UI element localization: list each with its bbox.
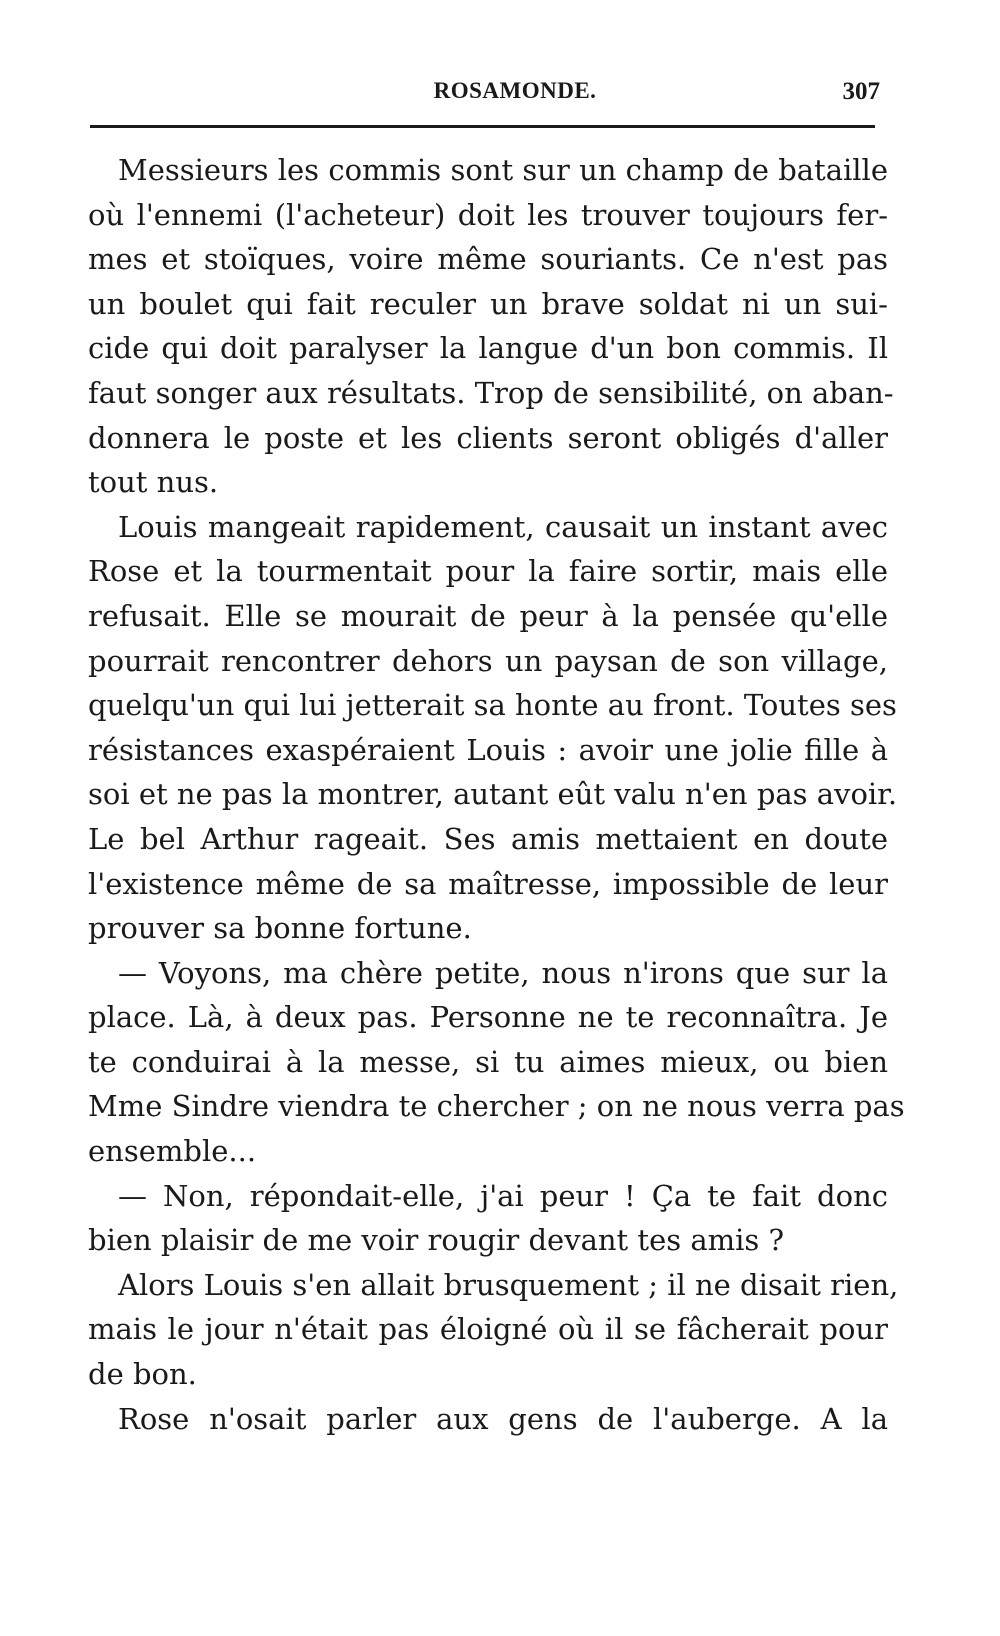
text-line: Messieurs les commis sont sur un champ de bataille <box>118 153 888 187</box>
text-line: pourrait rencontrer dehors un paysan de son village, <box>88 643 888 678</box>
header-rule <box>90 125 875 128</box>
text-line: Louis mangeait rapidement, causait un instant avec <box>118 509 888 544</box>
text-line: quelqu'un qui lui jetterait sa honte au front. Toutes ses <box>88 688 897 723</box>
text-line: de bon. <box>88 1357 197 1392</box>
text-line: bien plaisir de me voir rougir devant tes amis ? <box>88 1223 785 1258</box>
text-line: faut songer aux résultats. Trop de sensibilité, on aban- <box>88 375 894 410</box>
text-line: tout nus. <box>88 465 219 500</box>
text-line: mais le jour n'était pas éloigné où il se fâcherait pour <box>88 1312 888 1347</box>
running-title: ROSAMONDE. <box>433 78 597 103</box>
page-number: 307 <box>842 78 880 105</box>
text-line: Rose n'osait parler aux gens de l'auberge. A la <box>118 1401 888 1436</box>
text-line: Mme Sindre viendra te chercher ; on ne nous verra pas <box>88 1089 905 1124</box>
text-line: résistances exaspéraient Louis : avoir une jolie fille à <box>88 732 888 767</box>
text-line: ensemble... <box>88 1134 257 1169</box>
text-line: Rose et la tourmentait pour la faire sortir, mais elle <box>88 554 888 589</box>
text-line: où l'ennemi (l'acheteur) doit les trouver toujours fer- <box>88 197 888 232</box>
text-line: cide qui doit paralyser la langue d'un bon commis. Il <box>88 331 888 366</box>
text-line: l'existence même de sa maîtresse, impossible de leur <box>88 866 888 901</box>
body-text <box>88 148 905 1441</box>
text-line: donnera le poste et les clients seront obligés d'aller <box>88 420 888 455</box>
text-line: — Non, répondait-elle, j'ai peur ! Ça te fait donc <box>118 1178 888 1213</box>
text-line: un boulet qui fait reculer un brave soldat ni un sui- <box>88 286 888 321</box>
text-line: refusait. Elle se mourait de peur à la pensée qu'elle <box>88 598 888 633</box>
text-line: place. Là, à deux pas. Personne ne te reconnaîtra. Je <box>88 1000 888 1035</box>
text-line: prouver sa bonne fortune. <box>88 911 472 946</box>
text-line: mes et stoïques, voire même souriants. Ce n'est pas <box>88 242 888 277</box>
text-line: Le bel Arthur rageait. Ses amis mettaient en doute <box>88 821 888 856</box>
page-header <box>90 78 880 118</box>
text-line: — Voyons, ma chère petite, nous n'irons que sur la <box>118 955 888 990</box>
text-line: te conduirai à la messe, si tu aimes mieux, ou bien <box>88 1044 888 1079</box>
text-line: soi et ne pas la montrer, autant eût valu n'en pas avoir. <box>88 777 898 812</box>
text-line: Alors Louis s'en allait brusquement ; il ne disait rien, <box>118 1267 899 1302</box>
